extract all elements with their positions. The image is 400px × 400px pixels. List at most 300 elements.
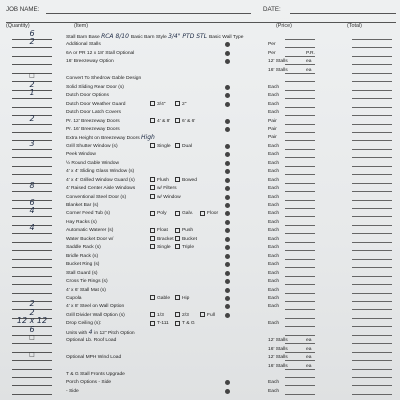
item-label — [66, 287, 106, 294]
checkbox-square[interactable] — [150, 321, 155, 326]
quantity-line[interactable] — [12, 157, 52, 158]
quantity-line[interactable] — [12, 343, 52, 344]
total-line[interactable] — [352, 132, 392, 133]
form-row — [0, 287, 400, 294]
bullet-dot — [225, 85, 230, 90]
quantity-line[interactable] — [12, 47, 52, 48]
item-text: Bridle Rack (s) — [66, 253, 99, 259]
form-row — [0, 194, 400, 201]
total-line[interactable] — [352, 157, 392, 158]
total-line[interactable] — [352, 360, 392, 361]
checkbox-square[interactable] — [150, 177, 155, 182]
price-line[interactable] — [285, 250, 315, 251]
total-line[interactable] — [352, 174, 392, 175]
form-row — [0, 270, 400, 277]
item-text: Stall Guard (s) — [66, 270, 98, 276]
item-label — [66, 118, 120, 125]
each-label: ea — [306, 59, 312, 65]
option-label: Single — [157, 245, 171, 251]
option-checkbox[interactable] — [150, 143, 171, 150]
item-text: Corner Feed Tub (s) — [66, 211, 111, 217]
quantity-line[interactable] — [12, 191, 52, 192]
option-label: Poly — [157, 211, 167, 217]
option-checkbox[interactable] — [150, 320, 169, 327]
total-line[interactable] — [352, 326, 392, 327]
price-line[interactable] — [285, 352, 315, 353]
price-line[interactable] — [285, 377, 315, 378]
price-line[interactable] — [285, 124, 315, 125]
checkbox-square[interactable] — [175, 177, 180, 182]
quantity-line[interactable] — [12, 166, 52, 167]
unit-label: Each — [268, 279, 280, 285]
option-label: Triple — [182, 245, 195, 251]
item-text: Blanket Bar (s) — [66, 203, 99, 208]
price-line[interactable] — [285, 73, 315, 74]
price-line[interactable] — [285, 284, 315, 285]
item-text: Optional — [66, 355, 86, 361]
total-line[interactable] — [352, 309, 392, 310]
item-label — [66, 312, 125, 319]
quantity-checkbox[interactable]: □ — [29, 72, 35, 80]
total-line[interactable] — [352, 284, 392, 285]
quantity-line[interactable] — [12, 107, 52, 108]
item-text: 4' x 8' Steel on Wall Option — [66, 304, 125, 310]
quantity-value: 6 — [29, 324, 35, 334]
total-line[interactable] — [352, 293, 392, 294]
option-label: T & G — [182, 321, 195, 327]
option-label: Flush — [157, 177, 169, 183]
item-label — [66, 261, 99, 268]
quantity-line[interactable] — [12, 56, 52, 57]
checkbox-square[interactable] — [150, 295, 155, 300]
price-line[interactable] — [285, 166, 315, 167]
unit-label: Each — [268, 219, 280, 225]
quantity-value: 4 — [29, 223, 35, 233]
price-line[interactable] — [285, 115, 315, 116]
item-text: 4' x 6' Stall Mat (s) — [66, 287, 106, 293]
unit-label: 16' Stalls — [268, 346, 288, 352]
form-row — [0, 177, 400, 184]
checkbox-square[interactable] — [150, 236, 155, 241]
col-total: (Total) — [347, 23, 362, 29]
handwritten-entry: High — [141, 134, 155, 142]
total-line[interactable] — [352, 124, 392, 125]
total-line[interactable] — [352, 259, 392, 260]
option-label: 1/3 — [157, 312, 164, 318]
item-text: Pr. 12' Breezeway Doors — [66, 118, 120, 124]
job-name-line[interactable] — [46, 13, 251, 14]
quantity-line[interactable] — [12, 233, 52, 234]
quantity-value: 4 — [29, 206, 35, 216]
price-line[interactable] — [285, 385, 315, 386]
item-text: 6A or PR 12 x 18' Stall Optional — [66, 50, 135, 56]
price-line[interactable] — [285, 293, 315, 294]
bullet-dot — [225, 237, 230, 242]
quantity-line[interactable] — [12, 394, 52, 395]
each-label: ea — [306, 346, 312, 352]
each-label: ea — [306, 355, 312, 361]
unit-label: Each — [268, 380, 280, 386]
option-label: w/ Window — [157, 194, 181, 200]
total-line[interactable] — [352, 225, 392, 226]
bullet-dot — [225, 211, 230, 216]
price-line[interactable] — [285, 140, 315, 141]
price-line[interactable] — [285, 56, 315, 57]
total-line[interactable] — [352, 242, 392, 243]
bullet-dot — [225, 220, 230, 225]
quantity-line[interactable] — [12, 98, 52, 99]
price-line[interactable] — [285, 326, 315, 327]
price-line[interactable] — [285, 394, 315, 395]
unit-label: Each — [268, 321, 280, 327]
option-checkbox[interactable] — [175, 227, 193, 234]
price-line[interactable] — [285, 149, 315, 150]
quantity-checkbox[interactable]: □ — [29, 351, 35, 359]
checkbox-square[interactable] — [175, 118, 180, 123]
item-text: Drop Ceiling (s): — [66, 321, 102, 327]
checkbox-square[interactable] — [175, 228, 180, 233]
item-text: Grill Divider Wall Option (s) — [66, 312, 125, 318]
item-label — [66, 270, 98, 277]
total-line[interactable] — [352, 149, 392, 150]
each-label: ea — [306, 363, 312, 369]
checkbox-square[interactable] — [150, 194, 155, 199]
option-label: Bracket — [157, 236, 174, 242]
option-checkbox[interactable] — [175, 210, 193, 217]
item-label — [66, 303, 124, 310]
option-label: Float — [157, 228, 168, 234]
price-line[interactable] — [285, 259, 315, 260]
form-row — [0, 351, 400, 361]
option-checkbox[interactable] — [150, 244, 171, 251]
quantity-line[interactable] — [12, 360, 52, 361]
quantity-line[interactable] — [12, 149, 52, 150]
unit-label: Each — [268, 253, 280, 259]
option-checkbox[interactable] — [150, 210, 167, 217]
unit-label: Each — [268, 101, 280, 107]
checkbox-square[interactable] — [175, 101, 180, 106]
option-label: 2/3 — [182, 312, 189, 318]
checkbox-square[interactable] — [150, 118, 155, 123]
quantity-line[interactable] — [12, 369, 52, 370]
item-label — [66, 41, 101, 48]
price-line[interactable] — [285, 183, 315, 184]
price-line[interactable] — [285, 267, 315, 268]
option-checkbox[interactable] — [150, 177, 169, 184]
price-line[interactable] — [285, 369, 315, 370]
checkbox-square[interactable] — [150, 244, 155, 249]
checkbox-square[interactable] — [200, 312, 205, 317]
total-line[interactable] — [352, 115, 392, 116]
total-line[interactable] — [352, 335, 392, 336]
date-line[interactable] — [290, 13, 396, 14]
price-line[interactable] — [285, 90, 315, 91]
quantity-line[interactable] — [12, 385, 52, 386]
checkbox-square[interactable] — [150, 211, 155, 216]
quantity-line[interactable] — [12, 293, 52, 294]
item-text: Conventional Steel Door (s) — [66, 194, 127, 200]
total-line[interactable] — [352, 318, 392, 319]
price-line[interactable] — [285, 200, 315, 201]
item-text: - Side — [66, 388, 79, 394]
quantity-value: 3 — [29, 138, 35, 148]
item-label — [66, 177, 135, 184]
item-text: Basic Barn Style — [130, 35, 169, 40]
option-checkbox[interactable] — [150, 194, 181, 201]
checkbox-square[interactable] — [150, 312, 155, 317]
bullet-dot — [225, 313, 230, 318]
total-line[interactable] — [352, 385, 392, 386]
bullet-dot — [225, 51, 230, 56]
item-label — [66, 58, 114, 65]
price-line[interactable] — [285, 335, 315, 336]
total-line[interactable] — [352, 377, 392, 378]
item-label — [66, 320, 101, 327]
option-label: Full — [207, 312, 215, 318]
price-line[interactable] — [285, 132, 315, 133]
unit-label: Each — [268, 93, 280, 99]
total-line[interactable] — [352, 56, 392, 57]
checkbox-square[interactable] — [175, 321, 180, 326]
form-row — [0, 58, 400, 65]
option-checkbox[interactable] — [175, 244, 194, 251]
checkbox-square[interactable] — [150, 101, 155, 106]
price-line[interactable] — [285, 343, 315, 344]
unit-label: Each — [268, 177, 280, 183]
quantity-line[interactable] — [12, 174, 52, 175]
bullet-dot — [225, 380, 230, 385]
price-line[interactable] — [285, 39, 315, 40]
total-line[interactable] — [352, 107, 392, 108]
checkbox-square[interactable] — [175, 143, 180, 148]
form-row — [0, 168, 400, 175]
total-line[interactable] — [352, 140, 392, 141]
total-line[interactable] — [352, 200, 392, 201]
item-label — [66, 253, 98, 260]
total-line[interactable] — [352, 343, 392, 344]
option-label: 6' & 6' — [182, 118, 196, 124]
bullet-dot — [225, 262, 230, 267]
option-checkbox[interactable] — [175, 295, 189, 302]
option-checkbox[interactable] — [150, 101, 166, 108]
bullet-dot — [225, 245, 230, 250]
form-row — [0, 88, 400, 99]
item-label — [66, 329, 135, 337]
form-row — [0, 236, 400, 243]
item-label — [66, 337, 116, 344]
form-row — [0, 126, 400, 133]
price-line[interactable] — [285, 216, 315, 217]
checkbox-square[interactable] — [175, 244, 180, 249]
option-label: Push — [182, 228, 194, 234]
price-line[interactable] — [285, 276, 315, 277]
checkbox-square[interactable] — [150, 228, 155, 233]
item-label — [66, 379, 111, 386]
item-label — [66, 295, 82, 302]
option-checkbox[interactable] — [175, 118, 195, 125]
price-line[interactable] — [285, 225, 315, 226]
unit-label: Each — [268, 194, 280, 200]
total-line[interactable] — [352, 276, 392, 277]
total-line[interactable] — [352, 352, 392, 353]
total-line[interactable] — [352, 64, 392, 65]
unit-label: Each — [268, 169, 280, 175]
unit-label: Each — [268, 211, 280, 217]
checkbox-square[interactable] — [175, 211, 180, 216]
price-line[interactable] — [285, 301, 315, 302]
bullet-dot — [225, 296, 230, 301]
item-label — [66, 126, 120, 133]
quantity-line[interactable] — [12, 250, 52, 251]
quantity-line[interactable] — [12, 216, 52, 217]
price-line[interactable] — [285, 318, 315, 319]
form-row — [0, 198, 400, 209]
item-label — [66, 185, 135, 192]
quantity-value: 2 — [29, 79, 35, 89]
option-checkbox[interactable] — [150, 227, 168, 234]
form-row — [0, 316, 400, 327]
total-line[interactable] — [352, 208, 392, 209]
price-line[interactable] — [285, 360, 315, 361]
quantity-line[interactable] — [12, 124, 52, 125]
quantity-line[interactable] — [12, 259, 52, 260]
unit-label: Each — [268, 84, 280, 90]
total-line[interactable] — [352, 191, 392, 192]
item-text: Peek Window — [66, 152, 96, 158]
option-label: Floor — [207, 211, 219, 217]
bullet-dot — [225, 42, 230, 47]
form-row — [0, 109, 400, 116]
option-label: Gable — [157, 295, 171, 301]
price-line[interactable] — [285, 233, 315, 234]
quantity-value: 8 — [29, 181, 35, 191]
checkbox-square[interactable] — [150, 143, 155, 148]
option-label: T-111 — [157, 321, 169, 327]
quantity-line[interactable] — [12, 377, 52, 378]
item-text: Basic Wall Type — [208, 35, 244, 40]
total-line[interactable] — [352, 233, 392, 234]
option-checkbox[interactable] — [175, 320, 195, 327]
option-label: 3/4" — [157, 101, 166, 107]
item-label — [66, 75, 141, 82]
option-label: Bowed — [182, 177, 197, 183]
price-line[interactable] — [285, 157, 315, 158]
quantity-line[interactable] — [12, 276, 52, 277]
item-label — [66, 151, 96, 158]
total-line[interactable] — [352, 166, 392, 167]
item-text: Solid Sliding Rear Door (s) — [66, 84, 124, 90]
total-line[interactable] — [352, 39, 392, 40]
unit-label: Each — [268, 236, 280, 242]
option-checkbox[interactable] — [150, 295, 170, 302]
price-line[interactable] — [285, 98, 315, 99]
option-checkbox[interactable] — [150, 185, 177, 192]
form-row — [0, 244, 400, 251]
checkbox-square[interactable] — [200, 211, 205, 216]
total-line[interactable] — [352, 394, 392, 395]
price-line[interactable] — [285, 47, 315, 48]
quantity-value: 6 — [29, 29, 35, 38]
checkbox-square[interactable] — [175, 312, 180, 317]
option-checkbox[interactable] — [175, 312, 189, 319]
form-row — [0, 299, 400, 310]
unit-label: Each — [268, 270, 280, 276]
header-divider — [6, 22, 396, 23]
quantity-line[interactable] — [12, 64, 52, 65]
each-label: P.R. — [306, 50, 315, 56]
option-checkbox[interactable] — [150, 312, 164, 319]
option-checkbox[interactable] — [175, 101, 186, 108]
form-row — [0, 346, 400, 353]
total-line[interactable] — [352, 81, 392, 82]
price-line[interactable] — [285, 242, 315, 243]
item-text: Automatic Waterer (s) — [66, 228, 114, 234]
checkbox-square[interactable] — [175, 236, 180, 241]
option-checkbox[interactable] — [175, 177, 197, 184]
item-label — [66, 244, 101, 251]
form-row — [0, 160, 400, 167]
quantity-checkbox[interactable]: □ — [29, 334, 35, 342]
option-label: Galv. — [182, 211, 194, 217]
total-line[interactable] — [352, 98, 392, 99]
total-line[interactable] — [352, 73, 392, 74]
bullet-dot — [225, 119, 230, 124]
total-line[interactable] — [352, 47, 392, 48]
option-checkbox[interactable] — [200, 210, 218, 217]
quantity-line[interactable] — [12, 242, 52, 243]
price-line[interactable] — [285, 64, 315, 65]
form-row — [0, 72, 400, 82]
quantity-line[interactable] — [12, 132, 52, 133]
price-line[interactable] — [285, 309, 315, 310]
price-line[interactable] — [285, 208, 315, 209]
option-checkbox[interactable] — [175, 143, 192, 150]
unit-label: Per — [268, 42, 276, 48]
checkbox-square[interactable] — [150, 185, 155, 190]
item-label — [66, 33, 243, 41]
total-line[interactable] — [352, 369, 392, 370]
option-checkbox[interactable] — [150, 118, 170, 125]
price-line[interactable] — [285, 174, 315, 175]
price-line[interactable] — [285, 107, 315, 108]
quantity-value: 2 — [29, 113, 35, 123]
price-line[interactable] — [285, 191, 315, 192]
bullet-dot — [225, 178, 230, 183]
form-row — [0, 50, 400, 57]
checkbox-square[interactable] — [175, 295, 180, 300]
total-line[interactable] — [352, 301, 392, 302]
total-line[interactable] — [352, 216, 392, 217]
total-line[interactable] — [352, 183, 392, 184]
total-line[interactable] — [352, 267, 392, 268]
form-row — [0, 151, 400, 158]
quantity-line[interactable] — [12, 284, 52, 285]
quantity-line[interactable] — [12, 267, 52, 268]
total-line[interactable] — [352, 90, 392, 91]
item-label — [66, 371, 125, 378]
bullet-dot — [225, 144, 230, 149]
unit-label: Each — [268, 203, 280, 208]
total-line[interactable] — [352, 250, 392, 251]
price-line[interactable] — [285, 81, 315, 82]
option-checkbox[interactable] — [200, 312, 215, 319]
item-text: Extra Height on Breezeway Doors — [66, 136, 142, 142]
option-label: 4' & 8' — [157, 118, 171, 124]
option-checkbox[interactable] — [175, 236, 197, 243]
item-text: in 12" Pitch Option — [94, 330, 135, 336]
form-row — [0, 219, 400, 226]
option-checkbox[interactable] — [150, 236, 174, 243]
